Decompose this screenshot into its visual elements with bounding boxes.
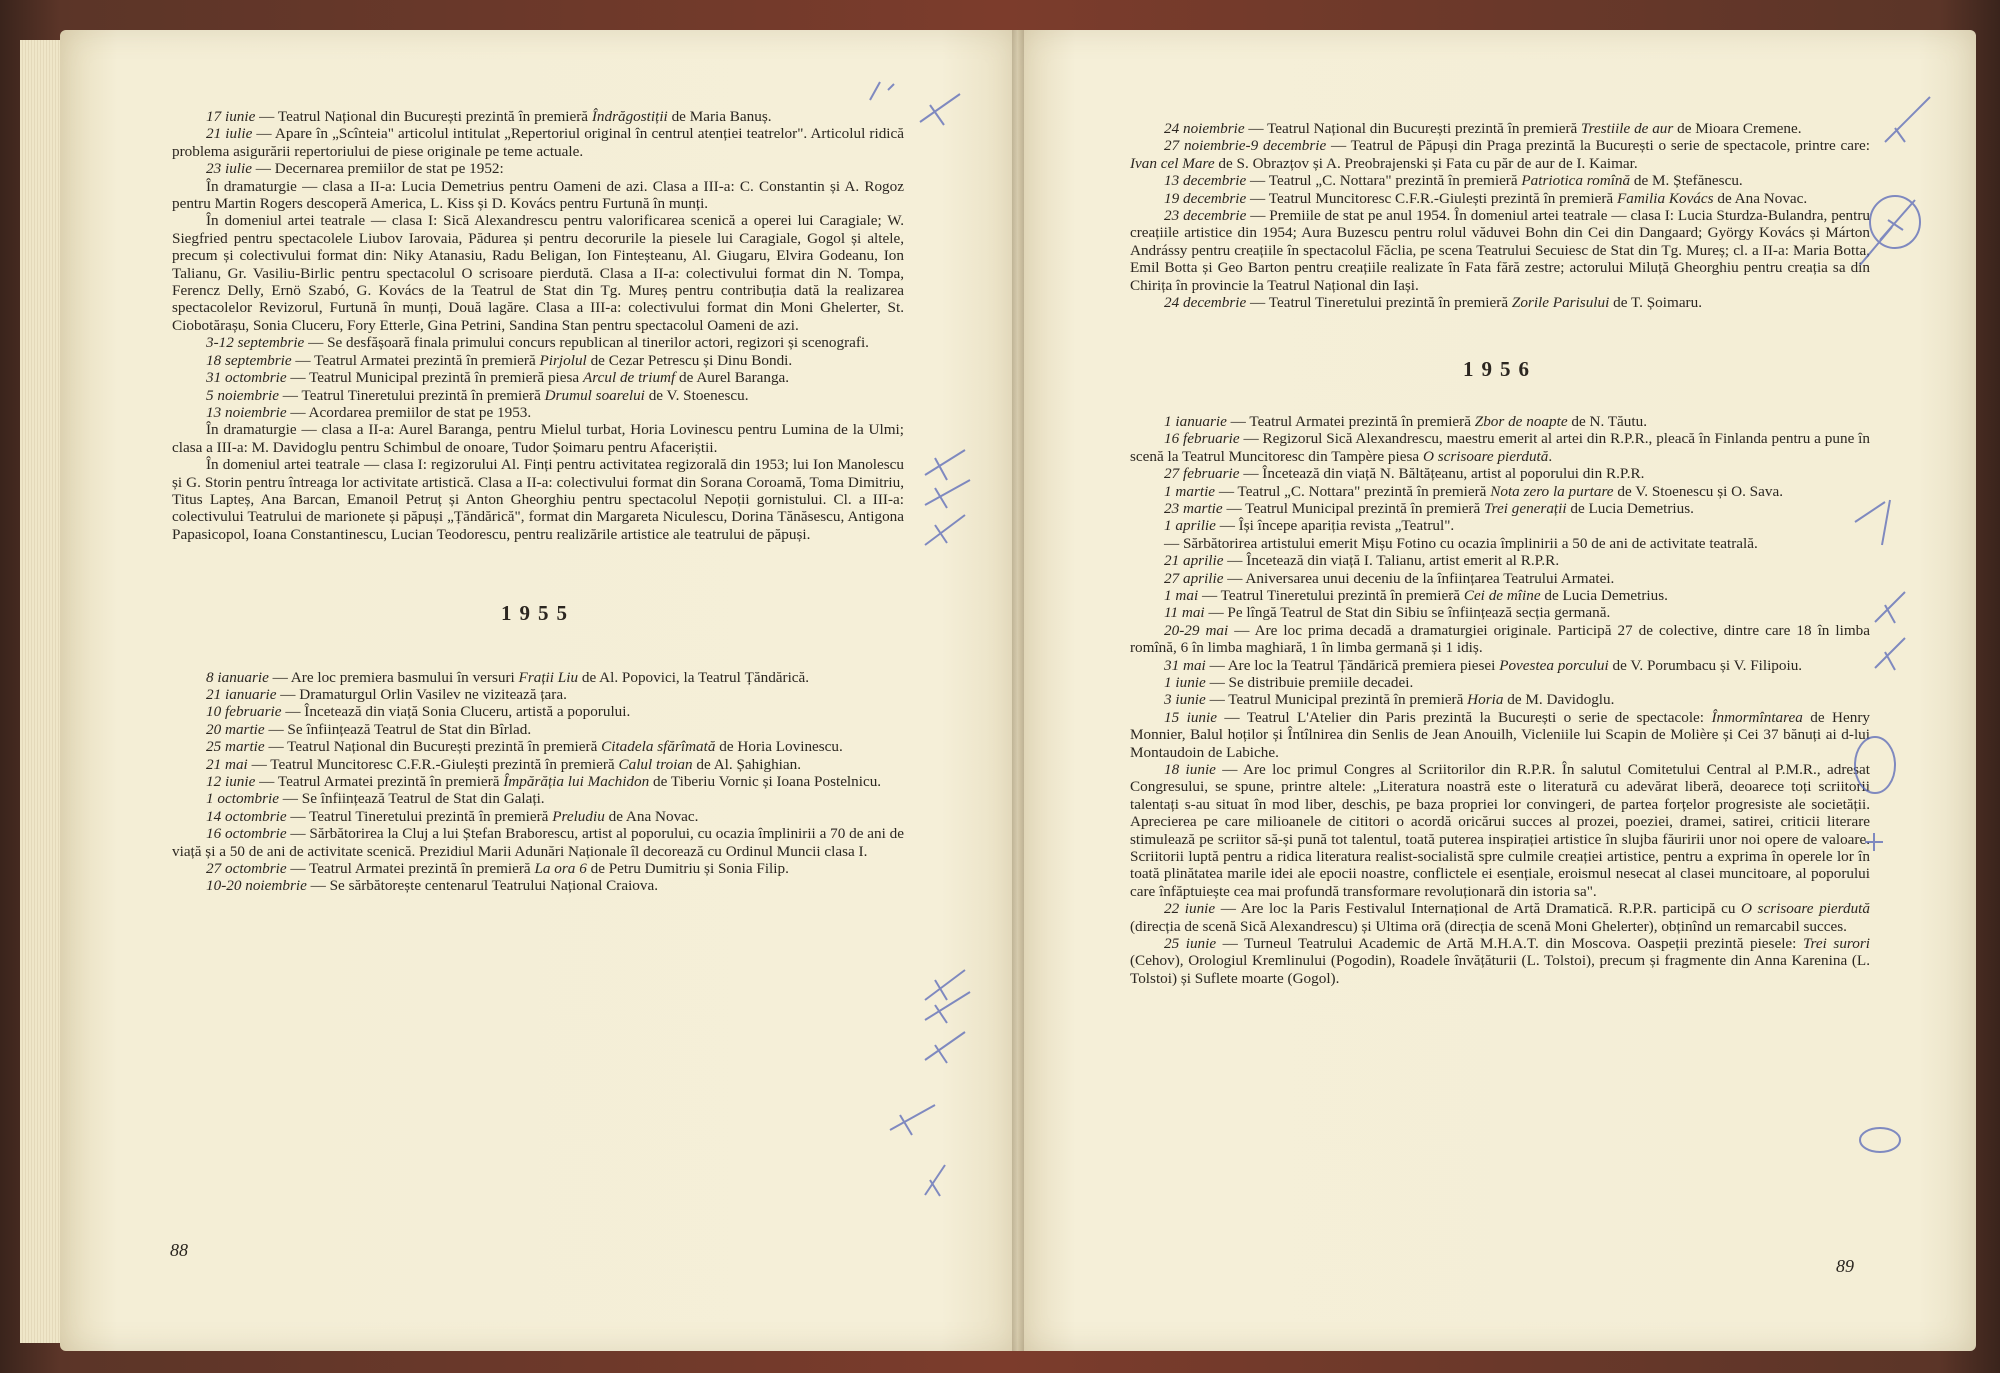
entry-date: 25 martie xyxy=(206,738,265,756)
chronology-entry xyxy=(1130,430,1870,465)
chronology-entry xyxy=(1130,137,1870,172)
chronology-entry xyxy=(1130,552,1870,569)
page-edges xyxy=(20,40,62,1343)
entry-work-title: Împărăția lui Machidon xyxy=(503,773,650,790)
entry-work-title: Preludiu xyxy=(552,807,605,825)
entry-date: 22 iunie xyxy=(1164,900,1216,918)
chronology-entry xyxy=(1130,465,1870,482)
chronology-entry xyxy=(1130,294,1870,311)
entry-work-title: Pirjolul xyxy=(539,351,587,369)
page-number-right: 89 xyxy=(1836,1256,1854,1276)
entry-text: — Dramaturgul Orlin Vasilev ne vizitează țara. xyxy=(276,685,567,703)
award-paragraph: În dramaturgie — clasa a II-a: Lucia Demetrius pentru Oameni de azi. Clasa a III-a: C. Constantin și A. Rogoz pentru Martin Rogers descoperă America, L. Kiss și D. Kovács pentru Furtună în munți. xyxy=(172,177,904,213)
chronology-entry xyxy=(172,738,904,755)
entry-text-end: de Aurel Baranga. xyxy=(675,369,790,387)
entry-work-title: La ora 6 xyxy=(534,860,587,878)
entry-date: 23 decembrie xyxy=(1164,207,1247,225)
entry-text: — Premiile de stat pe anul 1954. În domeniul artei teatrale — clasa I: Lucia Sturdza-Bulandra, pentru creațiile artistice din 1954; Aura Buzescu pentru rolul văduvei Bohn din Cei din Dangaard; György Kovács și Márton Andrássy pentru creațiile în spectacolul Făclia, pe scena Teatrului Secuiesc de Stat din Tg. Mureș; cl. a II-a: Maria Botta, Emil Botta și Geo Barton pentru creațiile realizate în Fata fără zestre; actorului Miluță Gheorghiu pentru creația sa din Chirița în provincie la Teatrul Național din Iași. xyxy=(1130,207,1870,294)
entry-date: 15 iunie xyxy=(1164,708,1217,726)
entry-work-title: Îndrăgostiții xyxy=(591,108,668,125)
entry-work-title: Trei generații xyxy=(1484,499,1567,517)
entry-work-title: Nota zero la purtare xyxy=(1490,482,1614,500)
entry-text: — Se înființează Teatrul de Stat din Galați. xyxy=(278,790,545,808)
entry-text: — Se distribuie premiile decadei. xyxy=(1205,673,1414,691)
entry-work-title: Horia xyxy=(1467,691,1504,709)
entry-text: — Teatrul Tineretului prezintă în premieră xyxy=(278,386,545,404)
entry-text: — Se înființează Teatrul de Stat din Bîrlad. xyxy=(264,720,532,738)
award-paragraph: În domeniul artei teatrale — clasa I: regizorului Al. Finți pentru activitatea regizorală din 1953; lui Ion Manolescu și G. Storin pentru întreaga lor activitate artistică. Clasa a II-a: colectivului format din Sorana Coroamă, Toma Dimitriu, Titus Lapteș, Ana Barcan, Emanoil Petruț și Anton Gheorghiu pentru spectacolul Nepoții gornistului. Cl. a III-a: colectivului Teatrului de marionete și păpuși „Țăndărică", format din Margareta Niculescu, Dorina Tănăsescu, Antigona Papasicopol, Ioana Constantinescu, Lucian Teodorescu, pentru realizările artistice ale teatrului de păpuși. xyxy=(172,456,904,543)
chronology-entry xyxy=(1130,674,1870,691)
entry-text: — Teatrul „C. Nottara" prezintă în premieră xyxy=(1215,482,1491,500)
entry-date: 31 mai xyxy=(1164,656,1206,674)
entry-text-end: de Horia Lovinescu. xyxy=(715,738,843,756)
entry-text: — Acordarea premiilor de stat pe 1953. xyxy=(286,403,532,421)
entry-date: 5 noiembrie xyxy=(206,386,279,404)
entry-text-end: de Al. Șahighian. xyxy=(692,755,802,773)
entry-text: — Aniversarea unui deceniu de la înființarea Teatrului Armatei. xyxy=(1223,569,1615,587)
entry-date: 3 iunie xyxy=(1164,691,1206,709)
entry-text: — Are loc la Paris Festivalul Internațional de Artă Dramatică. R.P.R. participă cu xyxy=(1215,900,1741,918)
entry-text: — Are loc la Teatrul Țăndărică premiera piesei xyxy=(1205,656,1500,674)
entry-date: 24 decembrie xyxy=(1164,294,1247,312)
chronology-entry xyxy=(1130,413,1870,430)
entry-text-end: de Maria Banuș. xyxy=(667,108,772,125)
entry-text: — Apare în „Scînteia" articolul intitulat „Repertoriul original în centrul atenției teatrelor". Articolul ridică problema asigurării repertoriului de piese originale pe teme actuale. xyxy=(172,125,904,160)
entry-text: — Teatrul Tineretului prezintă în premieră xyxy=(1246,294,1512,312)
entry-date: 31 octombrie xyxy=(206,369,287,387)
entry-date: 21 iulie xyxy=(206,125,253,143)
entry-text: — Regizorul Sică Alexandrescu, maestru emerit al artei din R.P.R., pleacă în Finlanda pentru a pune în scenă la Teatrul Muncitoresc din Tampère piesa xyxy=(1130,430,1870,465)
entry-text-end: de Henry Monnier, Balul hoților și Întîlnirea din Senlis de Jean Anouilh, Vicleniile lui Scapin de Molière și Cei 37 bănuți ai d-lui Montaudoin de Labiche. xyxy=(1130,708,1870,761)
entry-text: — Teatrul Național din București prezintă în premieră xyxy=(1244,120,1582,137)
entry-date: 13 noiembrie xyxy=(206,403,287,421)
entry-text: — Încetează din viață I. Talianu, artist emerit al R.P.R. xyxy=(1223,552,1560,570)
entry-text: — Teatrul Tineretului prezintă în premieră xyxy=(1198,586,1464,604)
entry-text-end: de Al. Popovici, la Teatrul Țăndărică. xyxy=(578,668,810,686)
right-page-text xyxy=(1130,120,1870,987)
entry-text: — Încetează din viață N. Băltățeanu, artist al poporului din R.P.R. xyxy=(1239,465,1645,483)
entry-text: — Sărbătorirea la Cluj a lui Ștefan Braborescu, artist al poporului, cu ocazia împlinirii a 70 de ani de viață și a 50 de ani de activitate scenică. Prezidiul Marii Adunări Naționale îl decorează cu Ordinul Muncii clasa I. xyxy=(172,825,904,860)
entry-text: — Are loc prima decadă a dramaturgiei originale. Participă 27 de colective, dintre care 18 în limba romînă, 6 în limba maghiară, 1 în limba germană și 1 idiș. xyxy=(1130,621,1870,657)
chronology-entry xyxy=(172,703,904,720)
entry-text: — Teatrul Municipal prezintă în premieră xyxy=(1205,691,1468,709)
entry-date: 8 ianuarie xyxy=(206,668,269,686)
chronology-entry xyxy=(172,686,904,703)
left-page-text xyxy=(172,108,904,895)
entry-date: 12 iunie xyxy=(206,773,256,790)
entry-work-title: Familia Kovács xyxy=(1616,189,1714,207)
entry-text: — Teatrul „C. Nottara" prezintă în premieră xyxy=(1246,172,1522,190)
chronology-entry xyxy=(1130,587,1870,604)
entry-text: — Are loc primul Congres al Scriitorilor din R.P.R. În salutul Comitetului Central al P.M.R., adresat Congresului, se spune, printre altele: „Literatura noastră este o literatură cu adevărat liberă, deoarece toți scriitorii talentați s-au situat în mod liber, deschis, pe baza propriei lor convingeri, de partea forțelor progresiste ale societății. Aprecierea pe care milioanele de cititori o acordă oricărui succes al prozei, poeziei, dramei, satirei, criticii literare stimulează pe scriitor să-și pună tot talentul, toată puterea inspirației artistice în slujba făuririi unor noi opere de valoare. Scriitorii luptă pentru a ridica literatura realist-socialistă spre culmile creației artistice, pentru a exprima în operele lor în toată plinătatea marile idei ale epocii noastre, conflictele ei esențiale, eroismul nesecat al clasei muncitoare, al poporului care înfăptuiește cea mai profundă transformare revoluționară din istoria sa". xyxy=(1130,761,1870,900)
entry-date: 17 iunie xyxy=(206,108,256,125)
entry-work-title: Citadela sfărîmată xyxy=(601,738,716,756)
entry-text-end: de Ana Novac. xyxy=(1713,189,1808,207)
entry-text: — Turneul Teatrului Academic de Artă M.H.A.T. din Moscova. Oaspeții prezintă piesele: xyxy=(1216,935,1803,953)
award-paragraph: În dramaturgie — clasa a II-a: Aurel Baranga, pentru Mielul turbat, Horia Lovinescu pentru Lumina de la Ulmi; clasa a III-a: M. Davidoglu pentru Schimbul de onoare, Tudor Șoimaru pentru Afaceriștii. xyxy=(172,421,904,456)
entry-date: 1 octombrie xyxy=(206,790,279,808)
entry-date: 10-20 noiembrie xyxy=(206,877,307,895)
entry-date: 1 aprilie xyxy=(1164,517,1216,535)
entry-text: — Teatrul L'Atelier din Paris prezintă la București o serie de spectacole: xyxy=(1217,708,1712,726)
entry-date: 16 februarie xyxy=(1164,430,1240,448)
entry-text-end: . xyxy=(1548,447,1553,465)
entry-work-title: Trei surori xyxy=(1802,935,1871,953)
entry-text: — Își începe apariția revista „Teatrul". xyxy=(1215,517,1455,535)
entry-date: 19 decembrie xyxy=(1164,189,1247,207)
entry-text-end: de V. Stoenescu. xyxy=(644,386,749,404)
entry-work-title: Arcul de triumf xyxy=(582,369,676,387)
entry-date: 21 ianuarie xyxy=(206,685,277,703)
entry-date: 11 mai xyxy=(1164,604,1205,622)
chronology-entry xyxy=(1130,657,1870,674)
chronology-entry xyxy=(172,404,904,421)
entry-work-title: Drumul soarelui xyxy=(544,386,645,404)
year-heading: 1956 xyxy=(1463,357,1537,382)
chronology-entry xyxy=(172,669,904,686)
entry-date: 27 octombrie xyxy=(206,860,287,878)
entry-text-end: de M. Davidoglu. xyxy=(1503,691,1615,709)
book-spine xyxy=(1012,30,1024,1351)
entry-text: — Pe lîngă Teatrul de Stat din Sibiu se înființează secția germană. xyxy=(1204,604,1611,622)
entry-text-end: de Petru Dumitriu și Sonia Filip. xyxy=(586,860,789,878)
chronology-entry xyxy=(1130,570,1870,587)
entry-work-title: Calul troian xyxy=(618,755,693,773)
entry-text-end: de Lucia Demetrius. xyxy=(1566,499,1694,517)
chronology-entry xyxy=(1130,207,1870,294)
entry-work-title: Patriotica romînă xyxy=(1521,172,1631,190)
entry-work-title: O scrisoare pierdută xyxy=(1741,900,1870,918)
entry-work-title: Trestiile de aur xyxy=(1581,120,1674,137)
entry-date: 20-29 mai xyxy=(1164,621,1229,639)
chronology-entry xyxy=(172,860,904,877)
chronology-entry xyxy=(172,160,904,177)
entry-text-end: de M. Ștefănescu. xyxy=(1630,172,1743,190)
entry-text-end: de N. Tăutu. xyxy=(1567,412,1648,430)
entry-date: 27 februarie xyxy=(1164,465,1240,483)
chronology-entry xyxy=(1130,500,1870,517)
entry-work-title: Povestea porcului xyxy=(1499,656,1609,674)
entry-text: — Teatrul Municipal prezintă în premieră xyxy=(1222,499,1485,517)
entry-text: — Teatrul Armatei prezintă în premieră xyxy=(291,351,540,369)
chronology-entry xyxy=(172,334,904,351)
chronology-entry xyxy=(1130,517,1870,534)
entry-text-end: de Cezar Petrescu și Dinu Bondi. xyxy=(586,351,793,369)
entry-date: 23 martie xyxy=(1164,499,1223,517)
chronology-entry xyxy=(172,108,904,125)
entry-date: 21 aprilie xyxy=(1164,552,1224,570)
entry-work-title: Ivan cel Mare xyxy=(1130,154,1215,172)
chronology-entry xyxy=(1130,120,1870,137)
entry-text: — Teatrul Muncitoresc C.F.R.-Giulești prezintă în premieră xyxy=(247,755,619,773)
chronology-entry xyxy=(172,773,904,790)
entry-work-title: Cei de mîine xyxy=(1463,586,1541,604)
entry-date: 25 iunie xyxy=(1164,935,1217,953)
entry-date: 1 mai xyxy=(1164,586,1199,604)
entry-work-title: O scrisoare pierdută xyxy=(1422,447,1549,465)
entry-text: — Sărbătorirea artistului emerit Mișu Fotino cu ocazia împlinirii a 50 de ani de activitate teatrală. xyxy=(1164,534,1758,552)
entry-text-end: de Lucia Demetrius. xyxy=(1540,586,1668,604)
entry-text-end: de V. Porumbacu și V. Filipoiu. xyxy=(1608,656,1803,674)
chronology-entry xyxy=(1130,172,1870,189)
entry-date: 14 octombrie xyxy=(206,807,287,825)
entry-text: — Teatrul Tineretului prezintă în premieră xyxy=(286,807,553,825)
page-number-left: 88 xyxy=(170,1240,188,1260)
entry-date: 27 noiembrie-9 decembrie xyxy=(1164,137,1327,155)
chronology-entry xyxy=(172,756,904,773)
entry-text: — Teatrul Național din București prezintă în premieră xyxy=(255,108,592,125)
entry-text: — Teatrul Armatei prezintă în premieră xyxy=(1226,412,1475,430)
entry-text-end: de T. Șoimaru. xyxy=(1609,294,1703,312)
chronology-entry xyxy=(1130,709,1870,761)
chronology-entry xyxy=(172,387,904,404)
entry-date: 27 aprilie xyxy=(1164,569,1224,587)
entry-text: — Decernarea premiilor de stat pe 1952: xyxy=(251,160,504,178)
chronology-entry xyxy=(1130,483,1870,500)
chronology-entry xyxy=(172,877,904,894)
entry-date: 20 martie xyxy=(206,720,265,738)
entry-text-end: de Mioara Cremene. xyxy=(1673,120,1802,137)
entry-text-end: de S. Obrazțov și A. Preobrajenski și Fata cu păr de aur de I. Kaimar. xyxy=(1214,154,1638,172)
chronology-entry xyxy=(172,721,904,738)
chronology-entry xyxy=(1130,535,1870,552)
entry-text-end: de Tiberiu Vornic și Ioana Postelnicu. xyxy=(649,773,882,790)
entry-text-end: (Cehov), Orologiul Kremlinului (Pogodin), Roadele învățăturii (L. Tolstoi), precum și fragmente din Anna Karenina (L. Tolstoi) și Suflete moarte (Gogol). xyxy=(1130,952,1870,987)
chronology-entry xyxy=(172,125,904,160)
entry-text: — Teatrul Național din București prezintă în premieră xyxy=(264,738,602,756)
award-paragraph: În domeniul artei teatrale — clasa I: Sică Alexandrescu pentru valorificarea scenică a operei lui Caragiale; W. Siegfried pentru spectacolele Liubov Iarovaia, Pădurea și pentru decorurile la piesele lui Caragiale, Gogol și altele, precum și colectivului format din: Niky Atanasiu, Radu Beligan, Ion Finteșteanu, Al. Giugaru, Elvira Godeanu, Ion Talianu, Gr. Vasiliu-Birlic pentru spectacolul O scrisoare pierdută. Clasa a II-a: colectivului format din N. Tompa, Ferencz Delly, Ernö Szabó, G. Kovács de la Teatrul de Stat din Tg. Mureș pentru contribuția dată la realizarea spectacolelor Revizorul, Furtună în munți, Două lagăre. Clasa a III-a: colectivului format din Moni Ghelerter, St. Ciobotărașu, Sonia Cluceru, Fory Etterle, Gina Petrini, Sandina Stan pentru spectacolul Oameni de azi. xyxy=(172,212,904,334)
entry-date: 18 septembrie xyxy=(206,351,292,369)
entry-date: 10 februarie xyxy=(206,703,282,721)
entry-text: — Teatrul Armatei prezintă în premieră xyxy=(255,773,504,790)
chronology-entry xyxy=(1130,935,1870,987)
year-heading: 1955 xyxy=(501,601,575,626)
entry-text: — Se sărbătorește centenarul Teatrului Național Craiova. xyxy=(306,877,659,895)
entry-text: — Încetează din viață Sonia Cluceru, artistă a poporului. xyxy=(281,703,631,721)
chronology-entry xyxy=(1130,190,1870,207)
chronology-entry xyxy=(172,808,904,825)
entry-work-title: Zbor de noapte xyxy=(1474,412,1568,430)
chronology-entry xyxy=(1130,761,1870,900)
entry-date: 23 iulie xyxy=(206,160,252,178)
entry-text: — Teatrul de Păpuși din Praga prezintă la București o serie de spectacole, printre care: xyxy=(1326,137,1870,155)
entry-text-end: (direcția de scenă Sică Alexandrescu) și Ultima oră (direcția de scenă Moni Ghelerter), obținînd un remarcabil succes. xyxy=(1130,917,1847,935)
entry-work-title: Zorile Parisului xyxy=(1511,294,1610,312)
entry-date: 1 iunie xyxy=(1164,673,1206,691)
chronology-entry xyxy=(1130,604,1870,621)
entry-text: — Teatrul Muncitoresc C.F.R.-Giulești prezintă în premieră xyxy=(1246,189,1617,207)
chronology-entry xyxy=(1130,622,1870,657)
entry-text: — Se desfășoară finala primului concurs republican al tinerilor actori, regizori și scenografi. xyxy=(304,334,869,352)
entry-text: — Teatrul Municipal prezintă în premieră piesa xyxy=(286,369,583,387)
entry-work-title: Înmormîntarea xyxy=(1711,708,1803,726)
entry-text-end: de V. Stoenescu și O. Sava. xyxy=(1613,482,1784,500)
entry-text: — Teatrul Armatei prezintă în premieră xyxy=(286,860,535,878)
entry-date: 24 noiembrie xyxy=(1164,120,1245,137)
chronology-entry xyxy=(1130,691,1870,708)
entry-date: 1 martie xyxy=(1164,482,1216,500)
entry-date: 21 mai xyxy=(206,755,248,773)
entry-date: 1 ianuarie xyxy=(1164,412,1227,430)
chronology-entry xyxy=(172,790,904,807)
chronology-entry xyxy=(172,352,904,369)
entry-date: 18 iunie xyxy=(1164,761,1216,778)
entry-date: 16 octombrie xyxy=(206,825,287,843)
entry-date: 3-12 septembrie xyxy=(206,334,305,352)
entry-text-end: de Ana Novac. xyxy=(604,807,699,825)
entry-work-title: Frații Liu xyxy=(518,668,579,686)
entry-date: 13 decembrie xyxy=(1164,172,1247,190)
chronology-entry xyxy=(172,825,904,860)
entry-text: — Are loc premiera basmului în versuri xyxy=(268,668,519,686)
chronology-entry xyxy=(172,369,904,386)
chronology-entry xyxy=(1130,900,1870,935)
